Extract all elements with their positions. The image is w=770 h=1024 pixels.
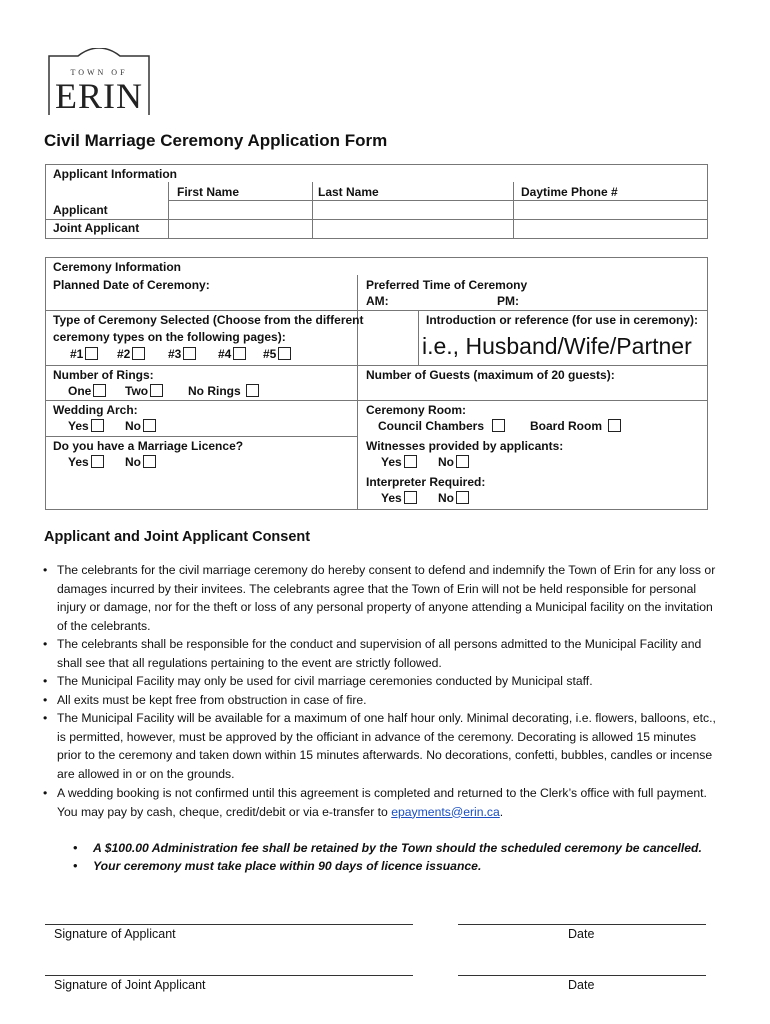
arch-no-label: No <box>125 419 141 433</box>
type-1-checkbox[interactable] <box>85 347 98 360</box>
ring-two-option[interactable] <box>125 384 163 398</box>
consent-bullet-3-text: The Municipal Facility may only be used for civil marriage ceremonies conducted by Municipal staff. <box>57 674 593 688</box>
interpreter-yes-label: Yes <box>381 491 402 505</box>
preferred-time-label: Preferred Time of Ceremony <box>366 278 528 292</box>
am-label: AM: <box>366 294 389 308</box>
applicant-signature-label: Signature of Applicant <box>54 927 176 941</box>
interpreter-yes-checkbox[interactable] <box>404 491 417 504</box>
cancellation-fee-note: • A $100.00 Administration fee shall be retained by the Town should the scheduled ceremony be cancelled. <box>73 841 702 855</box>
interpreter-no-label: No <box>438 491 454 505</box>
licence-yes-option[interactable] <box>68 455 104 469</box>
ring-two-checkbox[interactable] <box>150 384 163 397</box>
arch-yes-checkbox[interactable] <box>91 419 104 432</box>
type-option-3[interactable] <box>168 347 196 361</box>
rings-label: Number of Rings: <box>53 368 154 382</box>
witnesses-no-option[interactable] <box>438 455 469 469</box>
type-option-2[interactable] <box>117 347 145 361</box>
type-3-label: #3 <box>168 347 182 361</box>
joint-signature-line[interactable] <box>45 975 413 976</box>
epayments-email-link[interactable]: epayments@erin.ca <box>391 804 500 819</box>
witnesses-yes-option[interactable] <box>381 455 417 469</box>
cancellation-fee-text: A $100.00 Administration fee shall be retained by the Town should the scheduled ceremony be cancelled. <box>93 841 702 855</box>
ring-one-option[interactable] <box>68 384 106 398</box>
guests-label: Number of Guests (maximum of 20 guests): <box>366 368 615 382</box>
joint-last-name-field[interactable] <box>313 220 513 238</box>
page-title: Civil Marriage Ceremony Application Form <box>44 131 388 150</box>
applicant-date-label: Date <box>568 927 595 941</box>
consent-bullet-1: • The celebrants for the civil marriage ceremony do hereby consent to defend and indemnify the Town of Erin for any loss or damages incurred by their invitees. The celebrants agree that the Town of Erin will not be held responsible for personal injury or damage, nor for the theft or loss of any personal property of anyone attending a Municipal facility on the invitation of the celebrants. <box>43 561 723 635</box>
type-option-1[interactable] <box>70 347 98 361</box>
joint-phone-field[interactable] <box>514 220 707 238</box>
interpreter-yes-option[interactable] <box>381 491 417 505</box>
licence-deadline-text: Your ceremony must take place within 90 days of licence issuance. <box>93 859 482 873</box>
applicant-date-line[interactable] <box>458 924 706 925</box>
consent-bullet-6-end: . <box>499 804 504 819</box>
interpreter-no-option[interactable] <box>438 491 469 505</box>
ceremony-type-label-2: ceremony types on the following pages): <box>53 330 286 344</box>
board-room-label: Board Room <box>530 419 602 433</box>
witnesses-yes-checkbox[interactable] <box>404 455 417 468</box>
ring-two-label: Two <box>125 384 149 398</box>
ring-one-label: One <box>68 384 92 398</box>
ceremony-type-label-1: Type of Ceremony Selected (Choose from the different <box>53 313 364 327</box>
applicant-last-name-field[interactable] <box>313 201 513 219</box>
no-rings-checkbox[interactable] <box>246 384 259 397</box>
licence-deadline-note: • Your ceremony must take place within 90 days of licence issuance. <box>73 859 482 873</box>
council-chambers-checkbox[interactable] <box>492 419 505 432</box>
room-label: Ceremony Room: <box>366 403 467 417</box>
licence-yes-label: Yes <box>68 455 89 469</box>
header-phone: Daytime Phone # <box>521 185 618 199</box>
type-5-label: #5 <box>263 347 277 361</box>
witnesses-no-checkbox[interactable] <box>456 455 469 468</box>
consent-bullet-5-text: The Municipal Facility will be available for a maximum of one half hour only. Minimal decorating, i.e. flowers, balloons, etc., is permitted, however, must be approved by the officiant in advance of the ceremony. Decorating is allowed 15 minutes prior to the ceremony and taken down within 15 minutes afterwards. No decorations, confetti, bubbles, candles or incense are allowed in or on the grounds. <box>57 711 716 781</box>
type-2-label: #2 <box>117 347 131 361</box>
licence-no-checkbox[interactable] <box>143 455 156 468</box>
arch-yes-option[interactable] <box>68 419 104 433</box>
consent-bullet-1-text: The celebrants for the civil marriage ceremony do hereby consent to defend and indemnify the Town of Erin for any loss or damages incurred by their invitees. The celebrants agree that the Town of Erin will not be held responsible for personal injury or damage, nor for the theft or loss of any personal property of anyone attending a Municipal facility on the invitation of the celebrants. <box>57 563 716 633</box>
type-option-4[interactable] <box>218 347 246 361</box>
witnesses-label: Witnesses provided by applicants: <box>366 439 564 453</box>
type-3-checkbox[interactable] <box>183 347 196 360</box>
row-applicant: Applicant <box>53 203 108 217</box>
joint-date-label: Date <box>568 978 595 992</box>
interpreter-no-checkbox[interactable] <box>456 491 469 504</box>
licence-no-option[interactable] <box>125 455 156 469</box>
licence-yes-checkbox[interactable] <box>91 455 104 468</box>
no-rings-option[interactable] <box>188 384 259 398</box>
board-room-checkbox[interactable] <box>608 419 621 432</box>
logo-town-of: TOWN OF <box>70 68 128 77</box>
applicant-section-label: Applicant Information <box>53 167 177 181</box>
logo-erin: ERIN <box>55 76 143 116</box>
consent-bullet-5: • The Municipal Facility will be available for a maximum of one half hour only. Minimal decorating, i.e. flowers, balloons, etc., is permitted, however, must be approved by the officiant in advance of the ceremony. Decorating is allowed 15 minutes prior to the ceremony and taken down within 15 minutes afterwards. No decorations, confetti, bubbles, candles or incense are allowed in or on the grounds. <box>43 709 723 783</box>
intro-value[interactable]: i.e., Husband/Wife/Partner <box>422 333 692 359</box>
interpreter-label: Interpreter Required: <box>366 475 486 489</box>
consent-bullet-3: • The Municipal Facility may only be used for civil marriage ceremonies conducted by Municipal staff. <box>43 672 723 691</box>
arch-no-checkbox[interactable] <box>143 419 156 432</box>
town-logo <box>48 48 150 116</box>
header-first-name: First Name <box>177 185 240 199</box>
applicant-first-name-field[interactable] <box>169 201 312 219</box>
type-5-checkbox[interactable] <box>278 347 291 360</box>
joint-first-name-field[interactable] <box>169 220 312 238</box>
type-option-5[interactable] <box>263 347 291 361</box>
witnesses-yes-label: Yes <box>381 455 402 469</box>
consent-bullet-2-text: The celebrants shall be responsible for the conduct and supervision of all persons admitted to the Municipal Facility and shall see that all regulations pertaining to the event are strictly followed. <box>57 637 702 670</box>
row-joint-applicant: Joint Applicant <box>53 221 140 235</box>
consent-bullet-4: • All exits must be kept free from obstruction in case of fire. <box>43 691 723 710</box>
no-rings-label: No Rings <box>188 384 241 398</box>
joint-signature-label: Signature of Joint Applicant <box>54 978 206 992</box>
witnesses-no-label: No <box>438 455 454 469</box>
type-1-label: #1 <box>70 347 84 361</box>
board-room-option[interactable] <box>530 419 621 433</box>
pm-label: PM: <box>497 294 519 308</box>
applicant-phone-field[interactable] <box>514 201 707 219</box>
arch-no-option[interactable] <box>125 419 156 433</box>
joint-date-line[interactable] <box>458 975 706 976</box>
consent-bullet-6: • A wedding booking is not confirmed until this agreement is completed and returned to the Clerk’s office with full payment. You may pay by cash, cheque, credit/debit or via e-transfer to epayments@erin.ca. <box>43 786 707 819</box>
consent-bullet-6-text: A wedding booking is not confirmed until this agreement is completed and returned to the Clerk’s office with full payment. You may pay by cash, cheque, credit/debit or via e-transfer to <box>57 786 707 819</box>
consent-bullet-4-text: All exits must be kept free from obstruction in case of fire. <box>57 693 367 707</box>
type-4-label: #4 <box>218 347 232 361</box>
licence-label: Do you have a Marriage Licence? <box>53 439 244 453</box>
type-4-checkbox[interactable] <box>233 347 246 360</box>
arch-label: Wedding Arch: <box>53 403 138 417</box>
consent-heading: Applicant and Joint Applicant Consent <box>44 529 311 545</box>
consent-bullet-2: • The celebrants shall be responsible for the conduct and supervision of all persons admitted to the Municipal Facility and shall see that all regulations pertaining to the event are strictly followed. <box>43 635 723 672</box>
planned-date-label: Planned Date of Ceremony: <box>53 278 210 292</box>
ceremony-section-label: Ceremony Information <box>53 260 182 274</box>
ring-one-checkbox[interactable] <box>93 384 106 397</box>
type-2-checkbox[interactable] <box>132 347 145 360</box>
intro-label: Introduction or reference (for use in ceremony): <box>426 313 699 327</box>
council-chambers-label: Council Chambers <box>378 419 485 433</box>
applicant-signature-line[interactable] <box>45 924 413 925</box>
licence-no-label: No <box>125 455 141 469</box>
header-last-name: Last Name <box>318 185 379 199</box>
arch-yes-label: Yes <box>68 419 89 433</box>
council-chambers-option[interactable] <box>378 419 505 433</box>
